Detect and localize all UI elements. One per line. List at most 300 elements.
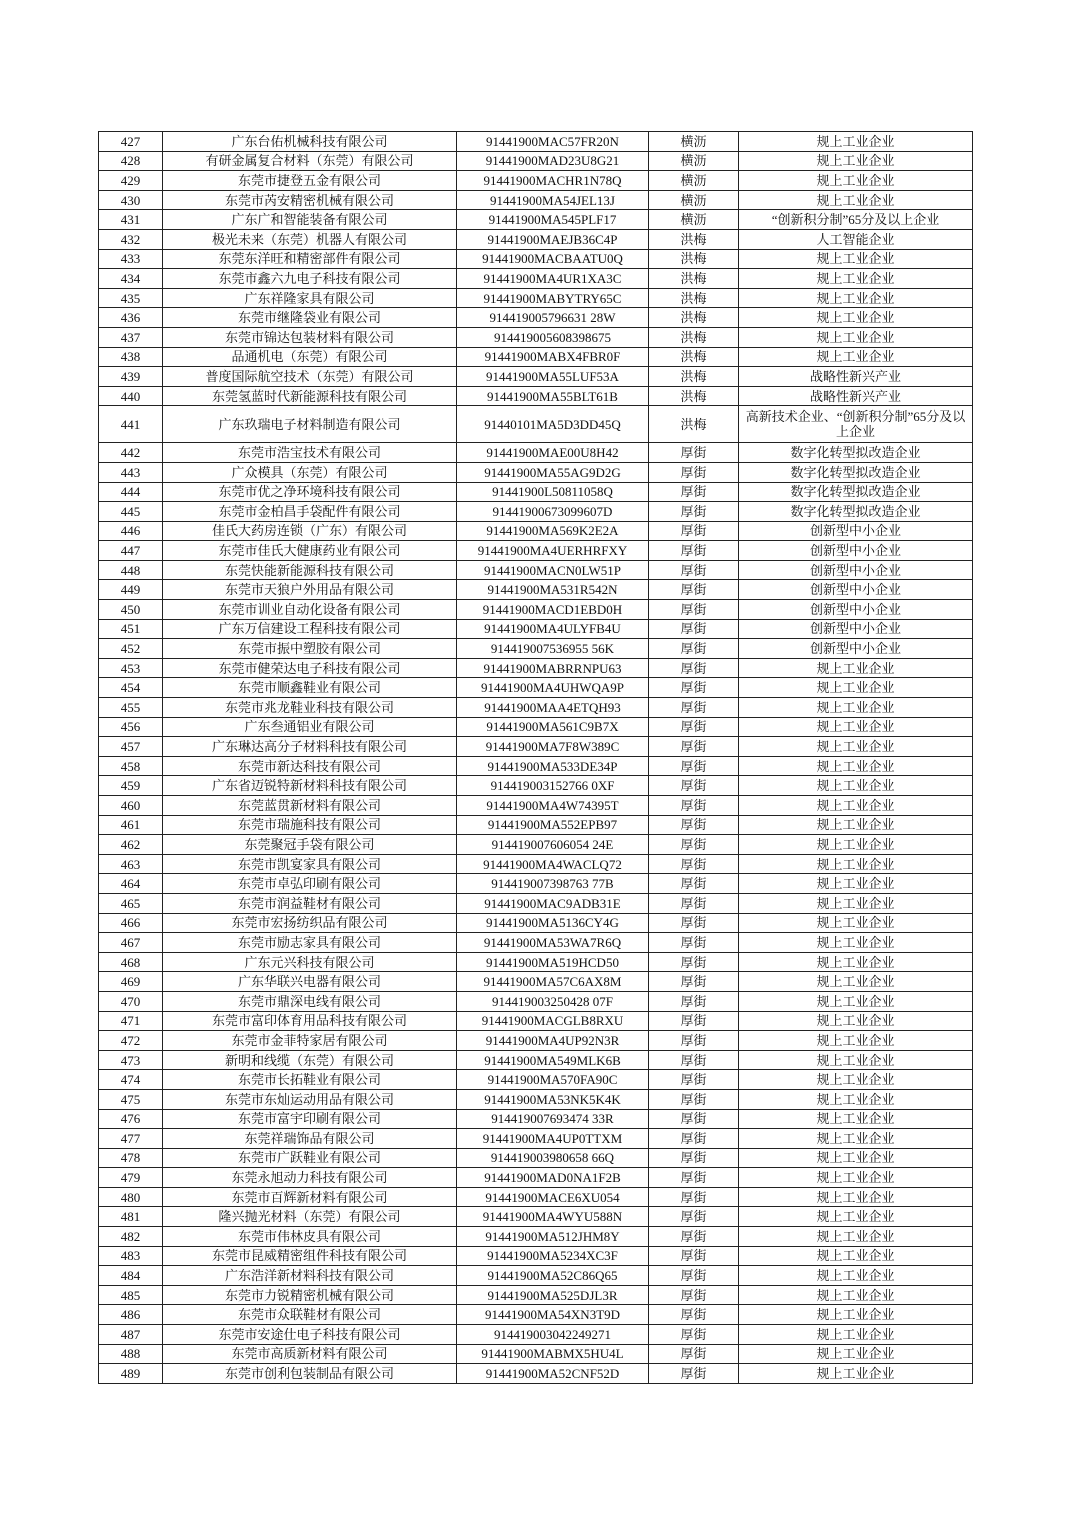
row-number-cell: 473 (99, 1050, 163, 1070)
town-cell: 横沥 (649, 210, 739, 230)
enterprise-type-cell: 规上工业企业 (739, 132, 973, 152)
table-row (99, 619, 973, 639)
company-name-cell: 东莞市昆威精密组件科技有限公司 (163, 1246, 457, 1266)
credit-code-cell: 91440101MA5D3DD45Q (457, 406, 649, 443)
credit-code-cell: 91441900MA545PLF17 (457, 210, 649, 230)
credit-code-cell: 91441900MA4UERHRFXY (457, 541, 649, 561)
row-number-cell: 476 (99, 1109, 163, 1129)
row-number-cell: 471 (99, 1011, 163, 1031)
credit-code-cell: 91441900MA54JEL13J (457, 190, 649, 210)
table-row (99, 406, 973, 443)
enterprise-type-cell: 规上工业企业 (739, 698, 973, 718)
enterprise-type-cell: 规上工业企业 (739, 288, 973, 308)
row-number-cell: 462 (99, 835, 163, 855)
table-row (99, 913, 973, 933)
town-cell: 厚街 (649, 443, 739, 463)
company-name-cell: 东莞东洋旺和精密部件有限公司 (163, 249, 457, 269)
company-name-cell: 东莞市鑫六九电子科技有限公司 (163, 269, 457, 289)
town-cell: 厚街 (649, 933, 739, 953)
enterprise-type-cell: 规上工业企业 (739, 1246, 973, 1266)
town-cell: 厚街 (649, 1050, 739, 1070)
row-number-cell: 485 (99, 1285, 163, 1305)
table-row (99, 1070, 973, 1090)
table-row (99, 347, 973, 367)
table-row (99, 1285, 973, 1305)
row-number-cell: 482 (99, 1227, 163, 1247)
company-name-cell: 广东万信建设工程科技有限公司 (163, 619, 457, 639)
enterprise-type-cell: 规上工业企业 (739, 1266, 973, 1286)
company-name-cell: 东莞市百辉新材料有限公司 (163, 1187, 457, 1207)
town-cell: 洪梅 (649, 406, 739, 443)
town-cell: 厚街 (649, 1011, 739, 1031)
credit-code-cell: 914419003152766 0XF (457, 776, 649, 796)
credit-code-cell: 914419007536955 56K (457, 639, 649, 659)
row-number-cell: 475 (99, 1089, 163, 1109)
town-cell: 洪梅 (649, 308, 739, 328)
company-name-cell: 东莞市金柏昌手袋配件有限公司 (163, 502, 457, 522)
credit-code-cell: 91441900MACBAATU0Q (457, 249, 649, 269)
town-cell: 厚街 (649, 619, 739, 639)
company-name-cell: 东莞市金菲特家居有限公司 (163, 1031, 457, 1051)
company-name-cell: 东莞市捷登五金有限公司 (163, 171, 457, 191)
enterprise-type-cell: 规上工业企业 (739, 1011, 973, 1031)
town-cell: 厚街 (649, 541, 739, 561)
town-cell: 厚街 (649, 1227, 739, 1247)
credit-code-cell: 91441900MAEJB36C4P (457, 229, 649, 249)
town-cell: 厚街 (649, 717, 739, 737)
row-number-cell: 436 (99, 308, 163, 328)
enterprise-type-cell: 规上工业企业 (739, 913, 973, 933)
town-cell: 厚街 (649, 815, 739, 835)
company-name-cell: 东莞市凯宴家具有限公司 (163, 854, 457, 874)
table-row (99, 151, 973, 171)
enterprise-type-cell: 规上工业企业 (739, 1070, 973, 1090)
row-number-cell: 432 (99, 229, 163, 249)
company-name-cell: 东莞市顺鑫鞋业有限公司 (163, 678, 457, 698)
credit-code-cell: 91441900MA53WA7R6Q (457, 933, 649, 953)
enterprise-type-cell: 规上工业企业 (739, 854, 973, 874)
enterprise-type-cell: 规上工业企业 (739, 1187, 973, 1207)
town-cell: 厚街 (649, 1266, 739, 1286)
company-name-cell: 东莞永旭动力科技有限公司 (163, 1168, 457, 1188)
company-name-cell: 广东浩洋新材料科技有限公司 (163, 1266, 457, 1286)
row-number-cell: 445 (99, 502, 163, 522)
town-cell: 厚街 (649, 1325, 739, 1345)
enterprise-type-cell: 规上工业企业 (739, 991, 973, 1011)
table-row (99, 1364, 973, 1384)
credit-code-cell: 91441900MA52CNF52D (457, 1364, 649, 1384)
town-cell: 厚街 (649, 1109, 739, 1129)
row-number-cell: 474 (99, 1070, 163, 1090)
row-number-cell: 438 (99, 347, 163, 367)
row-number-cell: 489 (99, 1364, 163, 1384)
row-number-cell: 437 (99, 327, 163, 347)
table-row (99, 580, 973, 600)
town-cell: 洪梅 (649, 249, 739, 269)
company-name-cell: 广东华联兴电器有限公司 (163, 972, 457, 992)
town-cell: 厚街 (649, 796, 739, 816)
company-name-cell: 极光未来（东莞）机器人有限公司 (163, 229, 457, 249)
town-cell: 厚街 (649, 776, 739, 796)
credit-code-cell: 91441900MA57C6AX8M (457, 972, 649, 992)
row-number-cell: 486 (99, 1305, 163, 1325)
row-number-cell: 428 (99, 151, 163, 171)
table-row (99, 1148, 973, 1168)
town-cell: 洪梅 (649, 386, 739, 406)
credit-code-cell: 914419005796631 28W (457, 308, 649, 328)
credit-code-cell: 914419003042249271 (457, 1325, 649, 1345)
row-number-cell: 461 (99, 815, 163, 835)
credit-code-cell: 91441900MA549MLK6B (457, 1050, 649, 1070)
company-name-cell: 品通机电（东莞）有限公司 (163, 347, 457, 367)
enterprise-type-cell: 规上工业企业 (739, 1285, 973, 1305)
credit-code-cell: 91441900MA4ULYFB4U (457, 619, 649, 639)
credit-code-cell: 91441900MA4UHWQA9P (457, 678, 649, 698)
company-name-cell: 东莞市训业自动化设备有限公司 (163, 600, 457, 620)
row-number-cell: 430 (99, 190, 163, 210)
town-cell: 厚街 (649, 972, 739, 992)
row-number-cell: 487 (99, 1325, 163, 1345)
table-row (99, 639, 973, 659)
town-cell: 厚街 (649, 1089, 739, 1109)
row-number-cell: 444 (99, 482, 163, 502)
row-number-cell: 488 (99, 1344, 163, 1364)
company-name-cell: 隆兴抛光材料（东莞）有限公司 (163, 1207, 457, 1227)
row-number-cell: 456 (99, 717, 163, 737)
enterprise-type-cell: 规上工业企业 (739, 972, 973, 992)
row-number-cell: 469 (99, 972, 163, 992)
credit-code-cell: 91441900MAC9ADB31E (457, 893, 649, 913)
row-number-cell: 447 (99, 541, 163, 561)
enterprise-type-cell: 创新型中小企业 (739, 600, 973, 620)
row-number-cell: 470 (99, 991, 163, 1011)
table-row (99, 308, 973, 328)
row-number-cell: 454 (99, 678, 163, 698)
town-cell: 厚街 (649, 1187, 739, 1207)
credit-code-cell: 91441900MABRRNPU63 (457, 658, 649, 678)
table-row (99, 991, 973, 1011)
company-name-cell: 东莞市伟林皮具有限公司 (163, 1227, 457, 1247)
town-cell: 厚街 (649, 1207, 739, 1227)
enterprise-type-cell: 规上工业企业 (739, 1227, 973, 1247)
credit-code-cell: 91441900MAE00U8H42 (457, 443, 649, 463)
town-cell: 厚街 (649, 1168, 739, 1188)
town-cell: 厚街 (649, 1070, 739, 1090)
town-cell: 厚街 (649, 756, 739, 776)
town-cell: 厚街 (649, 1305, 739, 1325)
company-name-cell: 有研金属复合材料（东莞）有限公司 (163, 151, 457, 171)
row-number-cell: 450 (99, 600, 163, 620)
credit-code-cell: 91441900MA570FA90C (457, 1070, 649, 1090)
credit-code-cell: 914419005608398675 (457, 327, 649, 347)
town-cell: 洪梅 (649, 229, 739, 249)
table-row (99, 1344, 973, 1364)
credit-code-cell: 91441900MACHR1N78Q (457, 171, 649, 191)
credit-code-cell: 91441900MA531R542N (457, 580, 649, 600)
enterprise-type-cell: 规上工业企业 (739, 1168, 973, 1188)
credit-code-cell: 91441900MA4WACLQ72 (457, 854, 649, 874)
company-name-cell: 东莞市芮安精密机械有限公司 (163, 190, 457, 210)
enterprise-type-cell: 规上工业企业 (739, 327, 973, 347)
row-number-cell: 483 (99, 1246, 163, 1266)
credit-code-cell: 91441900673099607D (457, 502, 649, 522)
table-row (99, 443, 973, 463)
credit-code-cell: 91441900MA54XN3T9D (457, 1305, 649, 1325)
table-row (99, 658, 973, 678)
company-name-cell: 东莞市富印体育用品科技有限公司 (163, 1011, 457, 1031)
town-cell: 横沥 (649, 151, 739, 171)
company-name-cell: 东莞市广跃鞋业有限公司 (163, 1148, 457, 1168)
row-number-cell: 448 (99, 560, 163, 580)
table-row (99, 1011, 973, 1031)
row-number-cell: 463 (99, 854, 163, 874)
company-name-cell: 广东玖瑞电子材料制造有限公司 (163, 406, 457, 443)
table-row (99, 1266, 973, 1286)
company-name-cell: 广东元兴科技有限公司 (163, 952, 457, 972)
credit-code-cell: 91441900MA55AG9D2G (457, 462, 649, 482)
row-number-cell: 431 (99, 210, 163, 230)
enterprise-list-table (98, 131, 973, 1384)
town-cell: 洪梅 (649, 327, 739, 347)
row-number-cell: 460 (99, 796, 163, 816)
credit-code-cell: 91441900MA55LUF53A (457, 367, 649, 387)
table-row (99, 190, 973, 210)
enterprise-type-cell: 规上工业企业 (739, 171, 973, 191)
enterprise-type-cell: 规上工业企业 (739, 1089, 973, 1109)
row-number-cell: 433 (99, 249, 163, 269)
enterprise-type-cell: 规上工业企业 (739, 776, 973, 796)
company-name-cell: 东莞市长拓鞋业有限公司 (163, 1070, 457, 1090)
table-row (99, 1031, 973, 1051)
row-number-cell: 429 (99, 171, 163, 191)
table-row (99, 678, 973, 698)
company-name-cell: 东莞市力锐精密机械有限公司 (163, 1285, 457, 1305)
row-number-cell: 440 (99, 386, 163, 406)
town-cell: 厚街 (649, 874, 739, 894)
company-name-cell: 东莞市高质新材料有限公司 (163, 1344, 457, 1364)
company-name-cell: 东莞市润益鞋材有限公司 (163, 893, 457, 913)
table-row (99, 288, 973, 308)
row-number-cell: 468 (99, 952, 163, 972)
town-cell: 洪梅 (649, 347, 739, 367)
company-name-cell: 东莞市励志家具有限公司 (163, 933, 457, 953)
enterprise-type-cell: 规上工业企业 (739, 347, 973, 367)
table-row (99, 521, 973, 541)
town-cell: 洪梅 (649, 269, 739, 289)
town-cell: 厚街 (649, 639, 739, 659)
table-row (99, 600, 973, 620)
enterprise-type-cell: 规上工业企业 (739, 815, 973, 835)
credit-code-cell: 91441900MACN0LW51P (457, 560, 649, 580)
company-name-cell: 东莞市兆龙鞋业科技有限公司 (163, 698, 457, 718)
enterprise-type-cell: 规上工业企业 (739, 835, 973, 855)
company-name-cell: 东莞市新达科技有限公司 (163, 756, 457, 776)
table-row (99, 952, 973, 972)
table-row (99, 210, 973, 230)
credit-code-cell: 91441900MAA4ETQH93 (457, 698, 649, 718)
table-row (99, 1050, 973, 1070)
credit-code-cell: 91441900MA4WYU588N (457, 1207, 649, 1227)
table-row (99, 737, 973, 757)
credit-code-cell: 91441900MA519HCD50 (457, 952, 649, 972)
credit-code-cell: 91441900MA55BLT61B (457, 386, 649, 406)
company-name-cell: 广东广和智能装备有限公司 (163, 210, 457, 230)
table-row (99, 835, 973, 855)
company-name-cell: 东莞市浩宝技术有限公司 (163, 443, 457, 463)
enterprise-type-cell: 规上工业企业 (739, 269, 973, 289)
company-name-cell: 东莞市锦达包装材料有限公司 (163, 327, 457, 347)
credit-code-cell: 91441900MACE6XU054 (457, 1187, 649, 1207)
enterprise-type-cell: 规上工业企业 (739, 737, 973, 757)
company-name-cell: 广东叁通铝业有限公司 (163, 717, 457, 737)
row-number-cell: 464 (99, 874, 163, 894)
table-row (99, 1187, 973, 1207)
row-number-cell: 434 (99, 269, 163, 289)
company-name-cell: 广东省迈锐特新材料科技有限公司 (163, 776, 457, 796)
row-number-cell: 452 (99, 639, 163, 659)
company-name-cell: 广东琳达高分子材料科技有限公司 (163, 737, 457, 757)
credit-code-cell: 91441900MA533DE34P (457, 756, 649, 776)
table-row (99, 229, 973, 249)
town-cell: 横沥 (649, 190, 739, 210)
row-number-cell: 478 (99, 1148, 163, 1168)
table-row (99, 972, 973, 992)
credit-code-cell: 91441900MA552EPB97 (457, 815, 649, 835)
town-cell: 厚街 (649, 1129, 739, 1149)
table-row (99, 386, 973, 406)
table-row (99, 1207, 973, 1227)
table-row (99, 796, 973, 816)
company-name-cell: 东莞市富宇印刷有限公司 (163, 1109, 457, 1129)
enterprise-type-cell: 规上工业企业 (739, 151, 973, 171)
town-cell: 洪梅 (649, 288, 739, 308)
company-name-cell: 东莞市宏扬纺织品有限公司 (163, 913, 457, 933)
row-number-cell: 458 (99, 756, 163, 776)
town-cell: 厚街 (649, 658, 739, 678)
company-name-cell: 广众模具（东莞）有限公司 (163, 462, 457, 482)
enterprise-type-cell: 创新型中小企业 (739, 560, 973, 580)
credit-code-cell: 91441900MA4UP0TTXM (457, 1129, 649, 1149)
town-cell: 横沥 (649, 171, 739, 191)
town-cell: 厚街 (649, 580, 739, 600)
table-row (99, 933, 973, 953)
enterprise-type-cell: 规上工业企业 (739, 717, 973, 737)
credit-code-cell: 91441900MA512JHM8Y (457, 1227, 649, 1247)
company-name-cell: 东莞市继隆袋业有限公司 (163, 308, 457, 328)
credit-code-cell: 91441900MA52C86Q65 (457, 1266, 649, 1286)
credit-code-cell: 91441900MACGLB8RXU (457, 1011, 649, 1031)
table-row (99, 815, 973, 835)
enterprise-type-cell: 规上工业企业 (739, 1207, 973, 1227)
company-name-cell: 广东祥隆家具有限公司 (163, 288, 457, 308)
credit-code-cell: 91441900MA569K2E2A (457, 521, 649, 541)
enterprise-type-cell: 规上工业企业 (739, 1148, 973, 1168)
table-row (99, 698, 973, 718)
table-row (99, 269, 973, 289)
enterprise-type-cell: 规上工业企业 (739, 1344, 973, 1364)
table-row (99, 1168, 973, 1188)
table-row (99, 854, 973, 874)
row-number-cell: 480 (99, 1187, 163, 1207)
row-number-cell: 481 (99, 1207, 163, 1227)
row-number-cell: 435 (99, 288, 163, 308)
credit-code-cell: 91441900MABMX5HU4L (457, 1344, 649, 1364)
town-cell: 厚街 (649, 678, 739, 698)
company-name-cell: 新明和线缆（东莞）有限公司 (163, 1050, 457, 1070)
row-number-cell: 459 (99, 776, 163, 796)
credit-code-cell: 91441900MABYTRY65C (457, 288, 649, 308)
town-cell: 厚街 (649, 835, 739, 855)
enterprise-type-cell: 规上工业企业 (739, 1305, 973, 1325)
enterprise-type-cell: 规上工业企业 (739, 756, 973, 776)
credit-code-cell: 91441900MA561C9B7X (457, 717, 649, 737)
table-row (99, 1325, 973, 1345)
credit-code-cell: 91441900MABX4FBR0F (457, 347, 649, 367)
enterprise-type-cell: 创新型中小企业 (739, 521, 973, 541)
company-name-cell: 东莞市众联鞋材有限公司 (163, 1305, 457, 1325)
town-cell: 厚街 (649, 1148, 739, 1168)
row-number-cell: 477 (99, 1129, 163, 1149)
enterprise-type-cell: 高新技术企业、“创新积分制”65分及以上企业 (739, 406, 973, 443)
row-number-cell: 455 (99, 698, 163, 718)
company-name-cell: 东莞市健荣达电子科技有限公司 (163, 658, 457, 678)
enterprise-type-cell: 数字化转型拟改造企业 (739, 462, 973, 482)
credit-code-cell: 91441900MA53NK5K4K (457, 1089, 649, 1109)
credit-code-cell: 91441900MA4UR1XA3C (457, 269, 649, 289)
credit-code-cell: 91441900MACD1EBD0H (457, 600, 649, 620)
table-row (99, 1129, 973, 1149)
row-number-cell: 442 (99, 443, 163, 463)
enterprise-type-cell: 创新型中小企业 (739, 619, 973, 639)
enterprise-type-cell: 数字化转型拟改造企业 (739, 443, 973, 463)
company-name-cell: 普度国际航空技术（东莞）有限公司 (163, 367, 457, 387)
row-number-cell: 467 (99, 933, 163, 953)
table-row (99, 502, 973, 522)
enterprise-type-cell: 规上工业企业 (739, 1325, 973, 1345)
row-number-cell: 446 (99, 521, 163, 541)
town-cell: 厚街 (649, 482, 739, 502)
row-number-cell: 465 (99, 893, 163, 913)
row-number-cell: 449 (99, 580, 163, 600)
enterprise-type-cell: 规上工业企业 (739, 874, 973, 894)
credit-code-cell: 91441900MA7F8W389C (457, 737, 649, 757)
row-number-cell: 439 (99, 367, 163, 387)
enterprise-type-cell: 数字化转型拟改造企业 (739, 482, 973, 502)
enterprise-type-cell: 规上工业企业 (739, 1031, 973, 1051)
town-cell: 洪梅 (649, 367, 739, 387)
town-cell: 厚街 (649, 462, 739, 482)
town-cell: 厚街 (649, 1364, 739, 1384)
enterprise-type-cell: 规上工业企业 (739, 796, 973, 816)
table-row (99, 249, 973, 269)
credit-code-cell: 914419007606054 24E (457, 835, 649, 855)
credit-code-cell: 914419007398763 77B (457, 874, 649, 894)
town-cell: 厚街 (649, 893, 739, 913)
table-body (99, 132, 973, 1384)
company-name-cell: 东莞聚冠手袋有限公司 (163, 835, 457, 855)
credit-code-cell: 914419007693474 33R (457, 1109, 649, 1129)
town-cell: 横沥 (649, 132, 739, 152)
row-number-cell: 484 (99, 1266, 163, 1286)
company-name-cell: 东莞市卓弘印刷有限公司 (163, 874, 457, 894)
credit-code-cell: 91441900MA4W74395T (457, 796, 649, 816)
credit-code-cell: 91441900MAD0NA1F2B (457, 1168, 649, 1188)
town-cell: 厚街 (649, 1031, 739, 1051)
credit-code-cell: 914419003980658 66Q (457, 1148, 649, 1168)
table-row (99, 776, 973, 796)
row-number-cell: 427 (99, 132, 163, 152)
table-row (99, 874, 973, 894)
